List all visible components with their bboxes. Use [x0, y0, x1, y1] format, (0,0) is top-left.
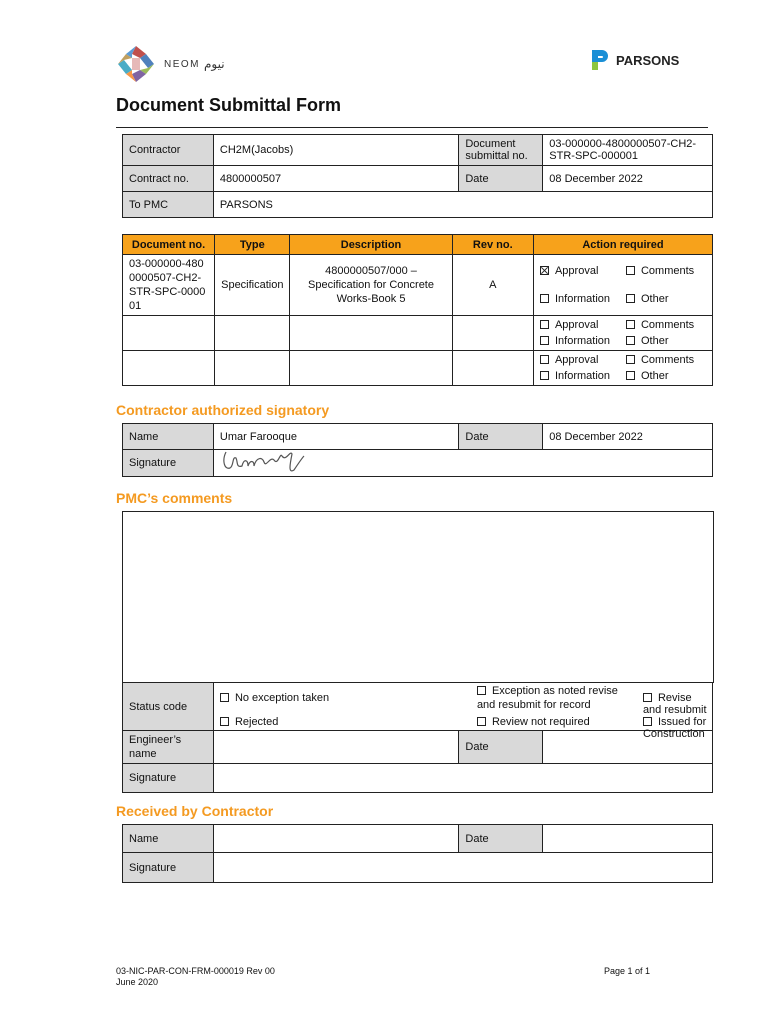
status-label: Status code [123, 683, 214, 731]
contract-value: 4800000507 [213, 166, 458, 192]
footer-doc-ref: 03-NIC-PAR-CON-FRM-000019 Rev 00 [116, 966, 275, 976]
table-row [123, 316, 713, 351]
documents-table [122, 234, 713, 386]
date-label: Date [459, 424, 543, 450]
contractor-value: CH2M(Jacobs) [213, 135, 458, 166]
col-document-no: Document no. [123, 235, 215, 255]
parsons-logo [590, 48, 679, 72]
signature-label: Signature [123, 450, 214, 477]
neom-mark-icon [116, 44, 156, 84]
received-date-label: Date [459, 825, 543, 853]
checkbox-icon[interactable] [626, 355, 635, 364]
checkbox-icon[interactable] [220, 717, 229, 726]
submittal-label: Document submittal no. [459, 135, 543, 166]
issued-option[interactable]: Issued for Construction [642, 716, 707, 740]
pmc-heading: PMC’s comments [116, 490, 233, 506]
checkbox-icon[interactable] [477, 686, 486, 695]
received-date-field[interactable] [543, 825, 713, 853]
col-description: Description [290, 235, 452, 255]
checkbox-icon[interactable] [626, 336, 635, 345]
other-option[interactable]: Other [626, 293, 706, 305]
information-option[interactable]: Information [540, 370, 626, 382]
row3-actions [533, 351, 712, 386]
signatory-table [122, 423, 713, 477]
other-option[interactable]: Other [626, 370, 706, 382]
info-table [122, 134, 713, 218]
page-title: Document Submittal Form [116, 95, 342, 115]
row1-description: 4800000507/000 – Specification for Concrete Works-Book 5 [290, 255, 452, 316]
name-label: Name [123, 424, 214, 450]
approval-option[interactable]: Approval [540, 265, 626, 277]
submittal-value: 03-000000-4800000507-CH2-STR-SPC-000001 [543, 135, 713, 166]
checkbox-icon[interactable] [540, 320, 549, 329]
neom-text: NEOM [164, 58, 200, 70]
status-options [213, 683, 712, 740]
contractor-label: Contractor [123, 135, 214, 166]
checkbox-icon[interactable] [220, 693, 229, 702]
row1-doc-no: 03-000000-4800000507-CH2-STR-SPC-000001 [123, 255, 215, 316]
pmc-signature-field[interactable] [213, 764, 712, 793]
pmc-comments-box[interactable] [122, 511, 714, 683]
checkbox-icon[interactable] [626, 371, 635, 380]
comments-option[interactable]: Comments [626, 265, 706, 277]
row2-actions [533, 316, 712, 351]
checkbox-icon[interactable] [477, 717, 486, 726]
pmc-label: To PMC [123, 192, 214, 218]
table-row [123, 351, 713, 386]
row1-actions [533, 255, 712, 316]
other-option[interactable]: Other [626, 335, 706, 347]
comments-option[interactable]: Comments [626, 319, 706, 331]
checkbox-icon[interactable] [626, 320, 635, 329]
information-option[interactable]: Information [540, 293, 626, 305]
checkbox-icon[interactable] [643, 717, 652, 726]
rejected-option[interactable]: Rejected [220, 716, 278, 728]
table-row [123, 255, 713, 316]
checked-checkbox-icon[interactable] [540, 266, 549, 275]
footer-date: June 2020 [116, 977, 159, 987]
pmc-value: PARSONS [213, 192, 712, 218]
information-option[interactable]: Information [540, 335, 626, 347]
neom-arabic-text: نيوم [204, 57, 225, 71]
neom-logo [116, 44, 225, 84]
checkbox-icon[interactable] [540, 355, 549, 364]
row1-rev: A [452, 255, 533, 316]
checkbox-icon[interactable] [540, 294, 549, 303]
contract-label: Contract no. [123, 166, 214, 192]
received-table [122, 824, 713, 883]
footer-page: Page 1 of 1 [604, 966, 651, 976]
no-exception-option[interactable]: No exception taken [220, 692, 329, 704]
row1-type: Specification [215, 255, 290, 316]
title-divider [116, 127, 708, 128]
parsons-text: PARSONS [616, 52, 680, 68]
handwritten-signature [218, 444, 318, 478]
checkbox-icon[interactable] [643, 693, 652, 702]
date-value: 08 December 2022 [543, 166, 713, 192]
approval-option[interactable]: Approval [540, 319, 626, 331]
col-type: Type [215, 235, 290, 255]
received-signature-label: Signature [123, 853, 214, 883]
pmc-status-table [122, 682, 713, 793]
checkbox-icon[interactable] [540, 371, 549, 380]
engineer-field[interactable] [213, 731, 458, 764]
checkbox-icon[interactable] [540, 336, 549, 345]
checkbox-icon[interactable] [626, 294, 635, 303]
parsons-mark-icon [590, 48, 610, 72]
date-value: 08 December 2022 [543, 424, 713, 450]
pmc-signature-label: Signature [123, 764, 214, 793]
signatory-heading: Contractor authorized signatory [116, 402, 330, 418]
date-label: Date [459, 166, 543, 192]
checkbox-icon[interactable] [626, 266, 635, 275]
col-action-required: Action required [533, 235, 712, 255]
received-name-field[interactable] [213, 825, 459, 853]
name-value: Umar Farooque [213, 424, 458, 450]
comments-option[interactable]: Comments [626, 354, 706, 366]
approval-option[interactable]: Approval [540, 354, 626, 366]
review-not-required-option[interactable]: Review not required [477, 716, 590, 728]
received-heading: Received by Contractor [116, 803, 274, 819]
received-signature-field[interactable] [213, 853, 712, 883]
engineer-label: Engineer’s name [123, 731, 214, 764]
revise-resubmit-option[interactable]: Revise and resubmit [642, 692, 707, 716]
received-name-label: Name [123, 825, 214, 853]
signature-field [213, 450, 712, 477]
pmc-date-label: Date [459, 731, 543, 764]
col-rev-no: Rev no. [452, 235, 533, 255]
exception-noted-option[interactable]: Exception as noted revise and resubmit for record [476, 685, 618, 711]
